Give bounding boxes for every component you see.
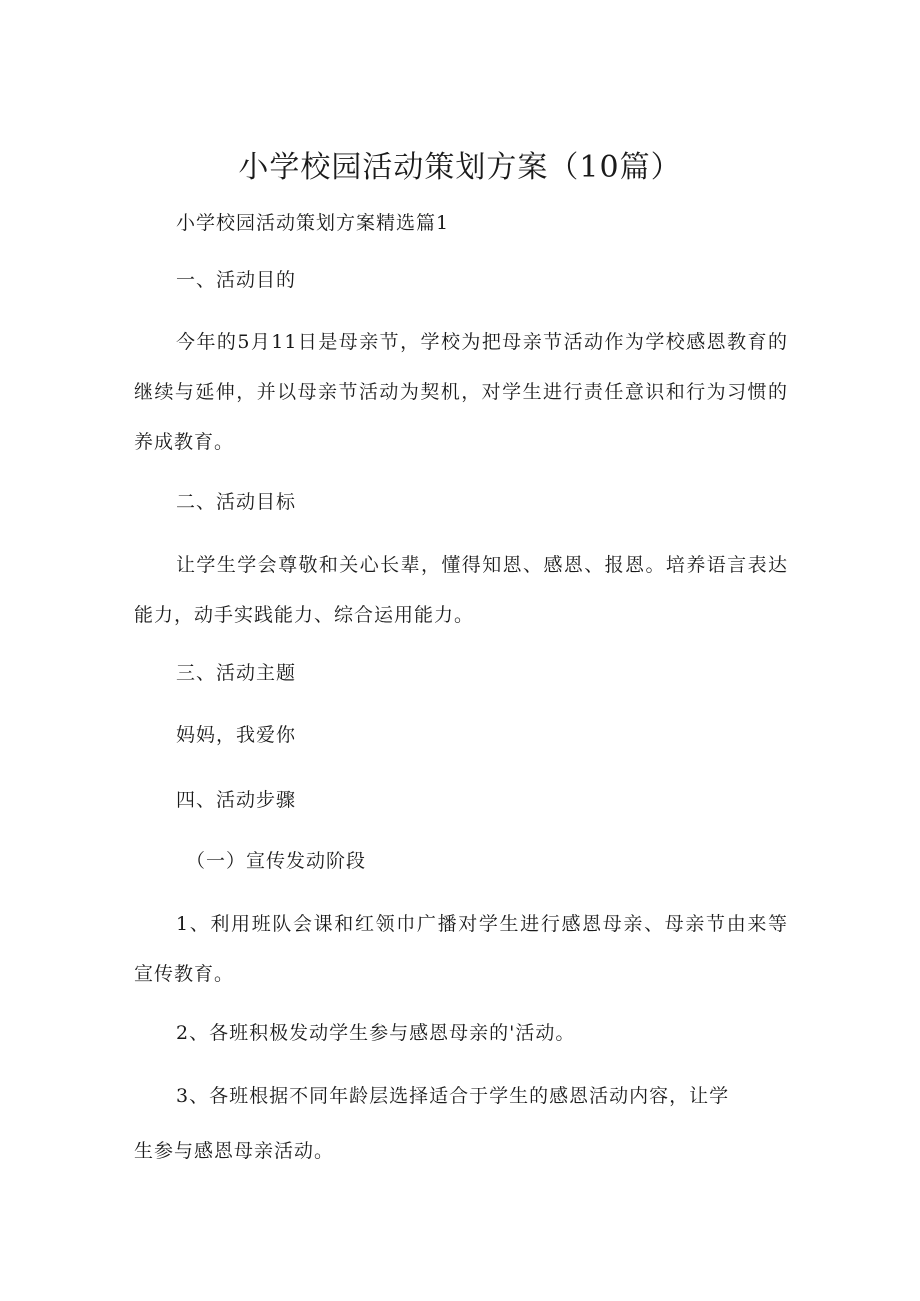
step-item-3-line-2: 生参与感恩母亲活动。 xyxy=(134,1140,335,1162)
section-heading-steps: 四、活动步骤 xyxy=(176,789,297,811)
document-subtitle: 小学校园活动策划方案精选篇1 xyxy=(176,212,450,234)
section-text-goals: 让学生学会尊敬和关心长辈，懂得知恩、感恩、报恩。培养语言表达能力，动手实践能力、综合运用能力。 xyxy=(134,554,788,626)
step-item-1: 1、利用班队会课和红领巾广播对学生进行感恩母亲、母亲节由来等宣传教育。 xyxy=(134,913,788,985)
section-heading-theme: 三、活动主题 xyxy=(176,662,297,684)
stage-heading-publicity: （一）宣传发动阶段 xyxy=(186,850,367,872)
document-title: 小学校园活动策划方案（10篇） xyxy=(238,150,682,185)
section-heading-purpose: 一、活动目的 xyxy=(176,269,297,291)
step-item-2: 2、各班积极发动学生参与感恩母亲的'活动。 xyxy=(176,1022,576,1044)
step-item-3-line-1: 3、各班根据不同年龄层选择适合于学生的感恩活动内容，让学 xyxy=(176,1085,730,1107)
section-heading-goals: 二、活动目标 xyxy=(176,491,297,513)
section-text-theme: 妈妈，我爱你 xyxy=(176,724,297,746)
section-text-purpose: 今年的5月11日是母亲节，学校为把母亲节活动作为学校感恩教育的继续与延伸，并以母亲节活动为契机，对学生进行责任意识和行为习惯的养成教育。 xyxy=(134,331,788,453)
